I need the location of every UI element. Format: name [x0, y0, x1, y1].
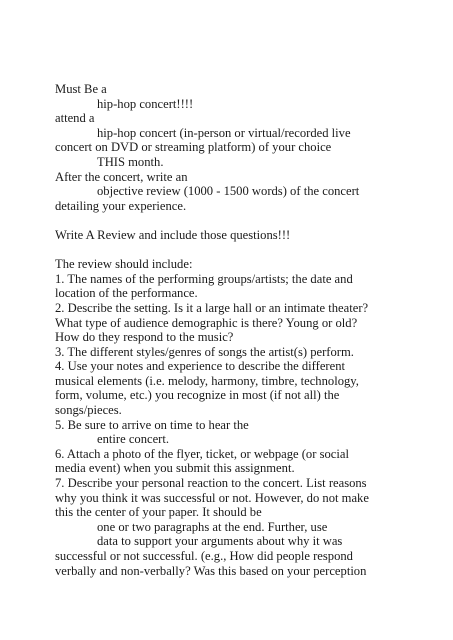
document-line: After the concert, write an	[55, 169, 188, 184]
document-line: media event) when you submit this assignment.	[55, 461, 295, 476]
blank-line	[55, 213, 415, 228]
document-line: verbally and non-verbally? Was this based on your perception	[55, 563, 367, 578]
document-line: 6. Attach a photo of the flyer, ticket, or webpage (or social	[55, 446, 349, 461]
document-line: The review should include:	[55, 257, 193, 272]
document-line: location of the performance.	[55, 286, 198, 301]
document-line: entire concert.	[97, 432, 170, 447]
document-line: objective review (1000 - 1500 words) of the concert	[97, 184, 360, 199]
document-line: form, volume, etc.) you recognize in most (if not all) the	[55, 388, 340, 403]
document-line: How do they respond to the music?	[55, 330, 234, 345]
document-line: 3. The different styles/genres of songs the artist(s) perform.	[55, 344, 354, 359]
document-line: data to support your arguments about why it was	[97, 534, 343, 549]
document-line: What type of audience demographic is there? Young or old?	[55, 315, 358, 330]
document-line: attend a	[55, 111, 95, 126]
document-line: this the center of your paper. It should be	[55, 505, 262, 520]
document-line: detailing your experience.	[55, 198, 187, 213]
document-line: one or two paragraphs at the end. Further, use	[97, 519, 328, 534]
document-line: 4. Use your notes and experience to describe the different	[55, 359, 346, 374]
document-line: successful or not successful. (e.g., How did people respond	[55, 549, 353, 563]
document-line: songs/pieces.	[55, 403, 122, 418]
document-line: why you think it was successful or not. However, do not make	[55, 490, 369, 505]
blank-line	[55, 243, 415, 258]
document-body	[55, 82, 415, 578]
document-line: THIS month.	[97, 154, 164, 169]
document-line: 1. The names of the performing groups/artists; the date and	[55, 271, 353, 286]
document-line: 7. Describe your personal reaction to the concert. List reasons	[55, 476, 367, 491]
document-line: hip-hop concert!!!!	[97, 96, 194, 111]
document-line: concert on DVD or streaming platform) of your choice	[55, 140, 332, 155]
document-line: 2. Describe the setting. Is it a large hall or an intimate theater?	[55, 300, 369, 315]
document-line: musical elements (i.e. melody, harmony, timbre, technology,	[55, 373, 359, 388]
document-line: hip-hop concert (in-person or virtual/recorded live	[97, 125, 351, 140]
document-line: Must Be a	[55, 82, 107, 96]
document-line: Write A Review and include those questions!!!	[55, 227, 291, 242]
document-line: 5. Be sure to arrive on time to hear the	[55, 417, 249, 432]
